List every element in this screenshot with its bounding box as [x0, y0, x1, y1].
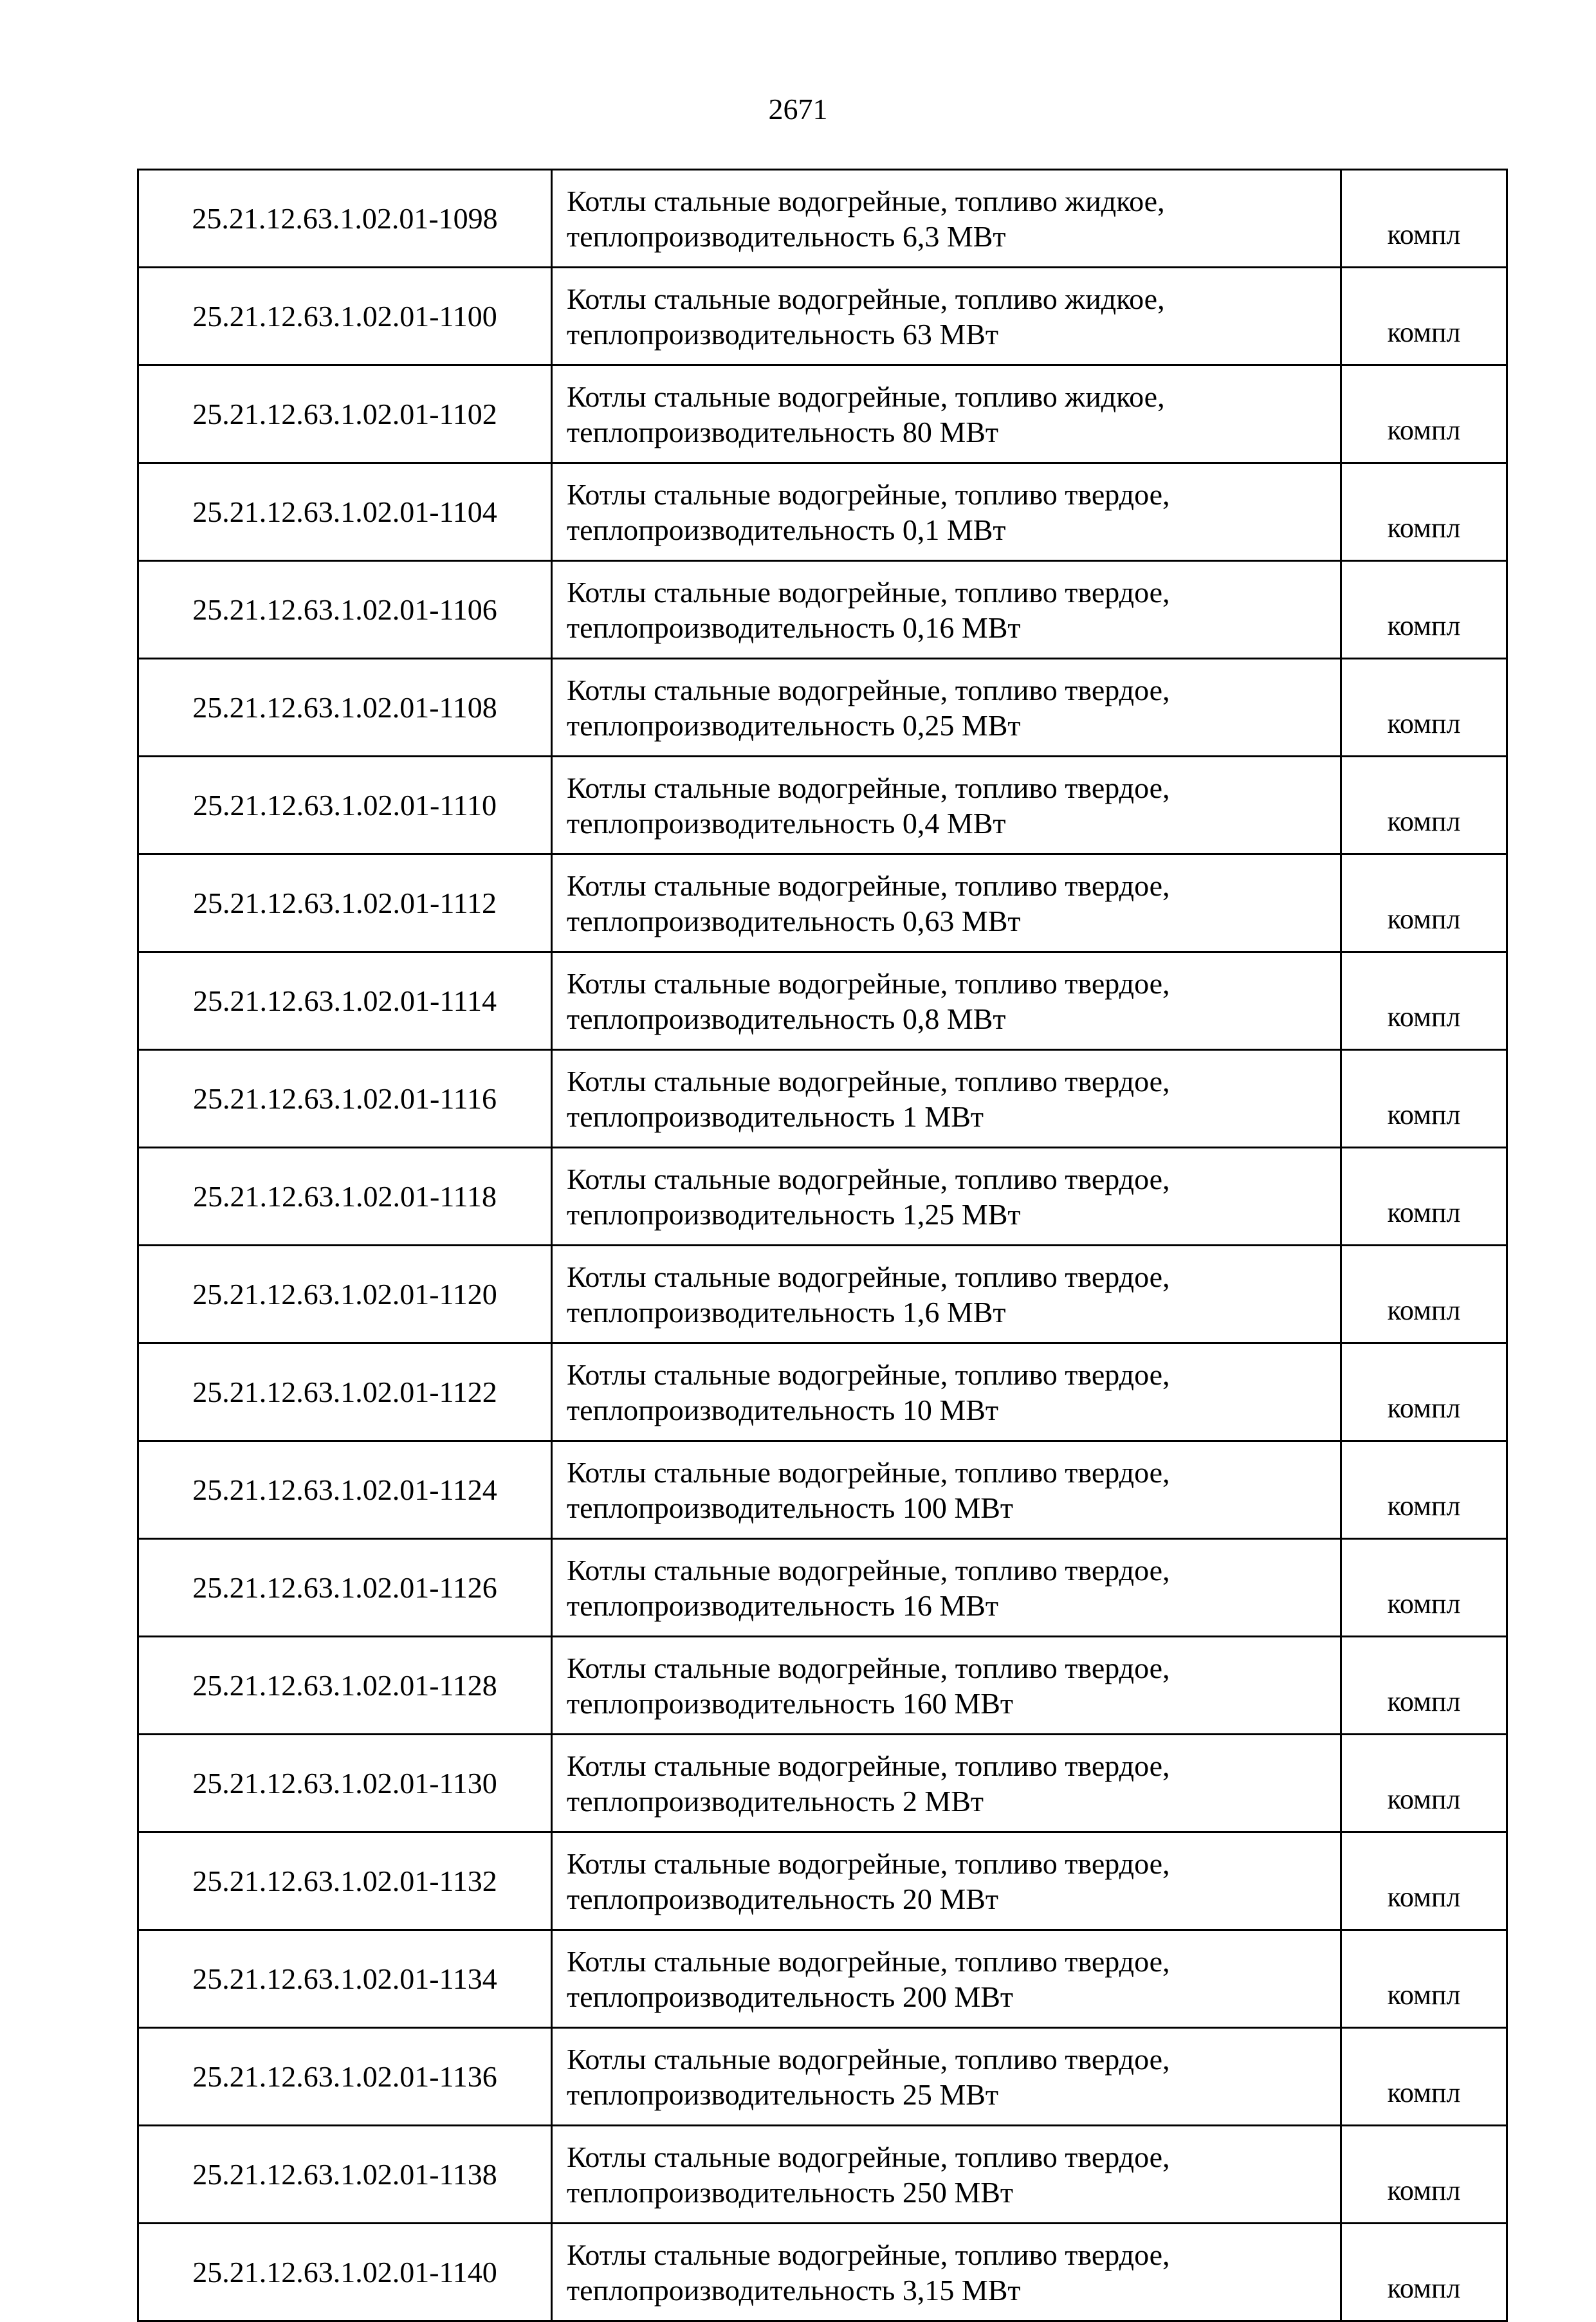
resource-description-cell	[552, 365, 1341, 463]
unit-cell: компл	[1341, 2028, 1507, 2126]
resource-description-cell	[552, 1343, 1341, 1441]
table-row	[138, 1246, 1507, 1343]
unit-cell: компл	[1341, 1539, 1507, 1637]
unit-cell: компл	[1341, 757, 1507, 854]
resource-description-cell	[552, 659, 1341, 757]
resource-code-cell: 25.21.12.63.1.02.01-1136	[138, 2028, 552, 2126]
unit-cell: компл	[1341, 1050, 1507, 1148]
unit-cell: компл	[1341, 1148, 1507, 1246]
resource-code-cell: 25.21.12.63.1.02.01-1098	[138, 170, 552, 268]
unit-cell: компл	[1341, 1441, 1507, 1539]
resource-code-cell: 25.21.12.63.1.02.01-1120	[138, 1246, 552, 1343]
description-line-2: теплопроизводительность 3,15 МВт	[567, 2273, 1021, 2307]
table-row	[138, 1148, 1507, 1246]
description-line-1: Котлы стальные водогрейные, топливо твердое,	[567, 1944, 1170, 1978]
resource-code-cell: 25.21.12.63.1.02.01-1114	[138, 952, 552, 1050]
resource-description-cell	[552, 561, 1341, 659]
resource-code-cell: 25.21.12.63.1.02.01-1118	[138, 1148, 552, 1246]
description-line-2: теплопроизводительность 0,63 МВт	[567, 904, 1021, 937]
description-line-2: теплопроизводительность 0,25 МВт	[567, 708, 1021, 742]
unit-cell: компл	[1341, 365, 1507, 463]
description-line-2: теплопроизводительность 1,6 МВт	[567, 1295, 1006, 1329]
description-line-1: Котлы стальные водогрейные, топливо твердое,	[567, 2140, 1170, 2173]
catalog-table	[137, 169, 1508, 2322]
unit-cell: компл	[1341, 1930, 1507, 2028]
unit-cell: компл	[1341, 1637, 1507, 1735]
table-row	[138, 268, 1507, 365]
description-line-2: теплопроизводительность 100 МВт	[567, 1491, 1013, 1524]
description-line-2: теплопроизводительность 0,8 МВт	[567, 1002, 1006, 1035]
table-row	[138, 1637, 1507, 1735]
unit-cell: компл	[1341, 854, 1507, 952]
unit-cell: компл	[1341, 463, 1507, 561]
description-line-2: теплопроизводительность 16 МВт	[567, 1589, 998, 1622]
description-line-1: Котлы стальные водогрейные, топливо твердое,	[567, 966, 1170, 1000]
resource-description-cell	[552, 757, 1341, 854]
resource-description-cell	[552, 1930, 1341, 2028]
resource-description-cell	[552, 1441, 1341, 1539]
resource-code-cell: 25.21.12.63.1.02.01-1124	[138, 1441, 552, 1539]
resource-code-cell: 25.21.12.63.1.02.01-1110	[138, 757, 552, 854]
description-line-2: теплопроизводительность 80 МВт	[567, 415, 998, 448]
table-row	[138, 2224, 1507, 2321]
unit-cell: компл	[1341, 1735, 1507, 1832]
table-row	[138, 170, 1507, 268]
table-row	[138, 561, 1507, 659]
description-line-2: теплопроизводительность 6,3 МВт	[567, 219, 1006, 253]
description-line-1: Котлы стальные водогрейные, топливо твердое,	[567, 1455, 1170, 1489]
description-line-2: теплопроизводительность 10 МВт	[567, 1393, 998, 1426]
unit-cell: компл	[1341, 659, 1507, 757]
resource-code-cell: 25.21.12.63.1.02.01-1128	[138, 1637, 552, 1735]
resource-description-cell	[552, 1246, 1341, 1343]
resource-code-cell: 25.21.12.63.1.02.01-1122	[138, 1343, 552, 1441]
description-line-1: Котлы стальные водогрейные, топливо твердое,	[567, 1064, 1170, 1098]
resource-code-cell: 25.21.12.63.1.02.01-1106	[138, 561, 552, 659]
table-row	[138, 463, 1507, 561]
resource-description-cell	[552, 170, 1341, 268]
description-line-1: Котлы стальные водогрейные, топливо твердое,	[567, 1847, 1170, 1880]
table-row	[138, 1050, 1507, 1148]
resource-description-cell	[552, 2028, 1341, 2126]
resource-code-cell: 25.21.12.63.1.02.01-1102	[138, 365, 552, 463]
unit-cell: компл	[1341, 952, 1507, 1050]
resource-description-cell	[552, 1050, 1341, 1148]
table-row	[138, 365, 1507, 463]
description-line-2: теплопроизводительность 0,4 МВт	[567, 806, 1006, 840]
description-line-1: Котлы стальные водогрейные, топливо твердое,	[567, 1260, 1170, 1293]
resource-code-cell: 25.21.12.63.1.02.01-1126	[138, 1539, 552, 1637]
table-row	[138, 659, 1507, 757]
unit-cell: компл	[1341, 1832, 1507, 1930]
resource-description-cell	[552, 268, 1341, 365]
unit-cell: компл	[1341, 2224, 1507, 2321]
table-row	[138, 1441, 1507, 1539]
description-line-1: Котлы стальные водогрейные, топливо твердое,	[567, 869, 1170, 902]
table-row	[138, 2028, 1507, 2126]
description-line-1: Котлы стальные водогрейные, топливо твердое,	[567, 575, 1170, 609]
description-line-2: теплопроизводительность 20 МВт	[567, 1882, 998, 1915]
table-row	[138, 1930, 1507, 2028]
resource-code-cell: 25.21.12.63.1.02.01-1108	[138, 659, 552, 757]
resource-code-cell: 25.21.12.63.1.02.01-1138	[138, 2126, 552, 2224]
description-line-2: теплопроизводительность 1 МВт	[567, 1100, 984, 1133]
resource-description-cell	[552, 1735, 1341, 1832]
table-row	[138, 1539, 1507, 1637]
resource-description-cell	[552, 1148, 1341, 1246]
unit-cell: компл	[1341, 268, 1507, 365]
description-line-2: теплопроизводительность 2 МВт	[567, 1784, 984, 1818]
resource-code-cell: 25.21.12.63.1.02.01-1112	[138, 854, 552, 952]
unit-cell: компл	[1341, 561, 1507, 659]
description-line-1: Котлы стальные водогрейные, топливо твердое,	[567, 1749, 1170, 1782]
description-line-1: Котлы стальные водогрейные, топливо твердое,	[567, 2042, 1170, 2076]
resource-code-cell: 25.21.12.63.1.02.01-1104	[138, 463, 552, 561]
table-row	[138, 1832, 1507, 1930]
description-line-1: Котлы стальные водогрейные, топливо твердое,	[567, 1162, 1170, 1195]
resource-code-cell: 25.21.12.63.1.02.01-1132	[138, 1832, 552, 1930]
description-line-2: теплопроизводительность 160 МВт	[567, 1686, 1013, 1720]
resource-code-cell: 25.21.12.63.1.02.01-1100	[138, 268, 552, 365]
description-line-2: теплопроизводительность 63 МВт	[567, 317, 998, 351]
resource-code-cell: 25.21.12.63.1.02.01-1134	[138, 1930, 552, 2028]
resource-description-cell	[552, 854, 1341, 952]
description-line-1: Котлы стальные водогрейные, топливо твердое,	[567, 1553, 1170, 1587]
description-line-1: Котлы стальные водогрейные, топливо жидкое,	[567, 184, 1165, 217]
resource-description-cell	[552, 463, 1341, 561]
unit-cell: компл	[1341, 170, 1507, 268]
page-number: 2671	[768, 93, 828, 125]
resource-description-cell	[552, 2224, 1341, 2321]
resource-description-cell	[552, 1539, 1341, 1637]
description-line-1: Котлы стальные водогрейные, топливо жидкое,	[567, 380, 1165, 413]
description-line-2: теплопроизводительность 0,16 МВт	[567, 611, 1021, 644]
description-line-1: Котлы стальные водогрейные, топливо твердое,	[567, 673, 1170, 706]
resource-code-cell: 25.21.12.63.1.02.01-1130	[138, 1735, 552, 1832]
description-line-2: теплопроизводительность 200 МВт	[567, 1980, 1013, 2013]
description-line-1: Котлы стальные водогрейные, топливо твердое,	[567, 1358, 1170, 1391]
resource-description-cell	[552, 1832, 1341, 1930]
catalog-table-body	[138, 170, 1507, 2321]
description-line-2: теплопроизводительность 0,1 МВт	[567, 513, 1006, 546]
unit-cell: компл	[1341, 2126, 1507, 2224]
unit-cell: компл	[1341, 1343, 1507, 1441]
description-line-1: Котлы стальные водогрейные, топливо твердое,	[567, 1651, 1170, 1684]
resource-description-cell	[552, 952, 1341, 1050]
description-line-1: Котлы стальные водогрейные, топливо жидкое,	[567, 282, 1165, 315]
description-line-2: теплопроизводительность 1,25 МВт	[567, 1197, 1021, 1231]
resource-code-cell: 25.21.12.63.1.02.01-1116	[138, 1050, 552, 1148]
table-row	[138, 1735, 1507, 1832]
description-line-2: теплопроизводительность 25 МВт	[567, 2078, 998, 2111]
table-row	[138, 854, 1507, 952]
description-line-1: Котлы стальные водогрейные, топливо твердое,	[567, 477, 1170, 511]
description-line-1: Котлы стальные водогрейные, топливо твердое,	[567, 771, 1170, 804]
description-line-2: теплопроизводительность 250 МВт	[567, 2175, 1013, 2209]
table-row	[138, 952, 1507, 1050]
resource-description-cell	[552, 2126, 1341, 2224]
resource-description-cell	[552, 1637, 1341, 1735]
resource-code-cell: 25.21.12.63.1.02.01-1140	[138, 2224, 552, 2321]
table-row	[138, 1343, 1507, 1441]
table-row	[138, 757, 1507, 854]
description-line-1: Котлы стальные водогрейные, топливо твердое,	[567, 2238, 1170, 2271]
unit-cell: компл	[1341, 1246, 1507, 1343]
table-row	[138, 2126, 1507, 2224]
